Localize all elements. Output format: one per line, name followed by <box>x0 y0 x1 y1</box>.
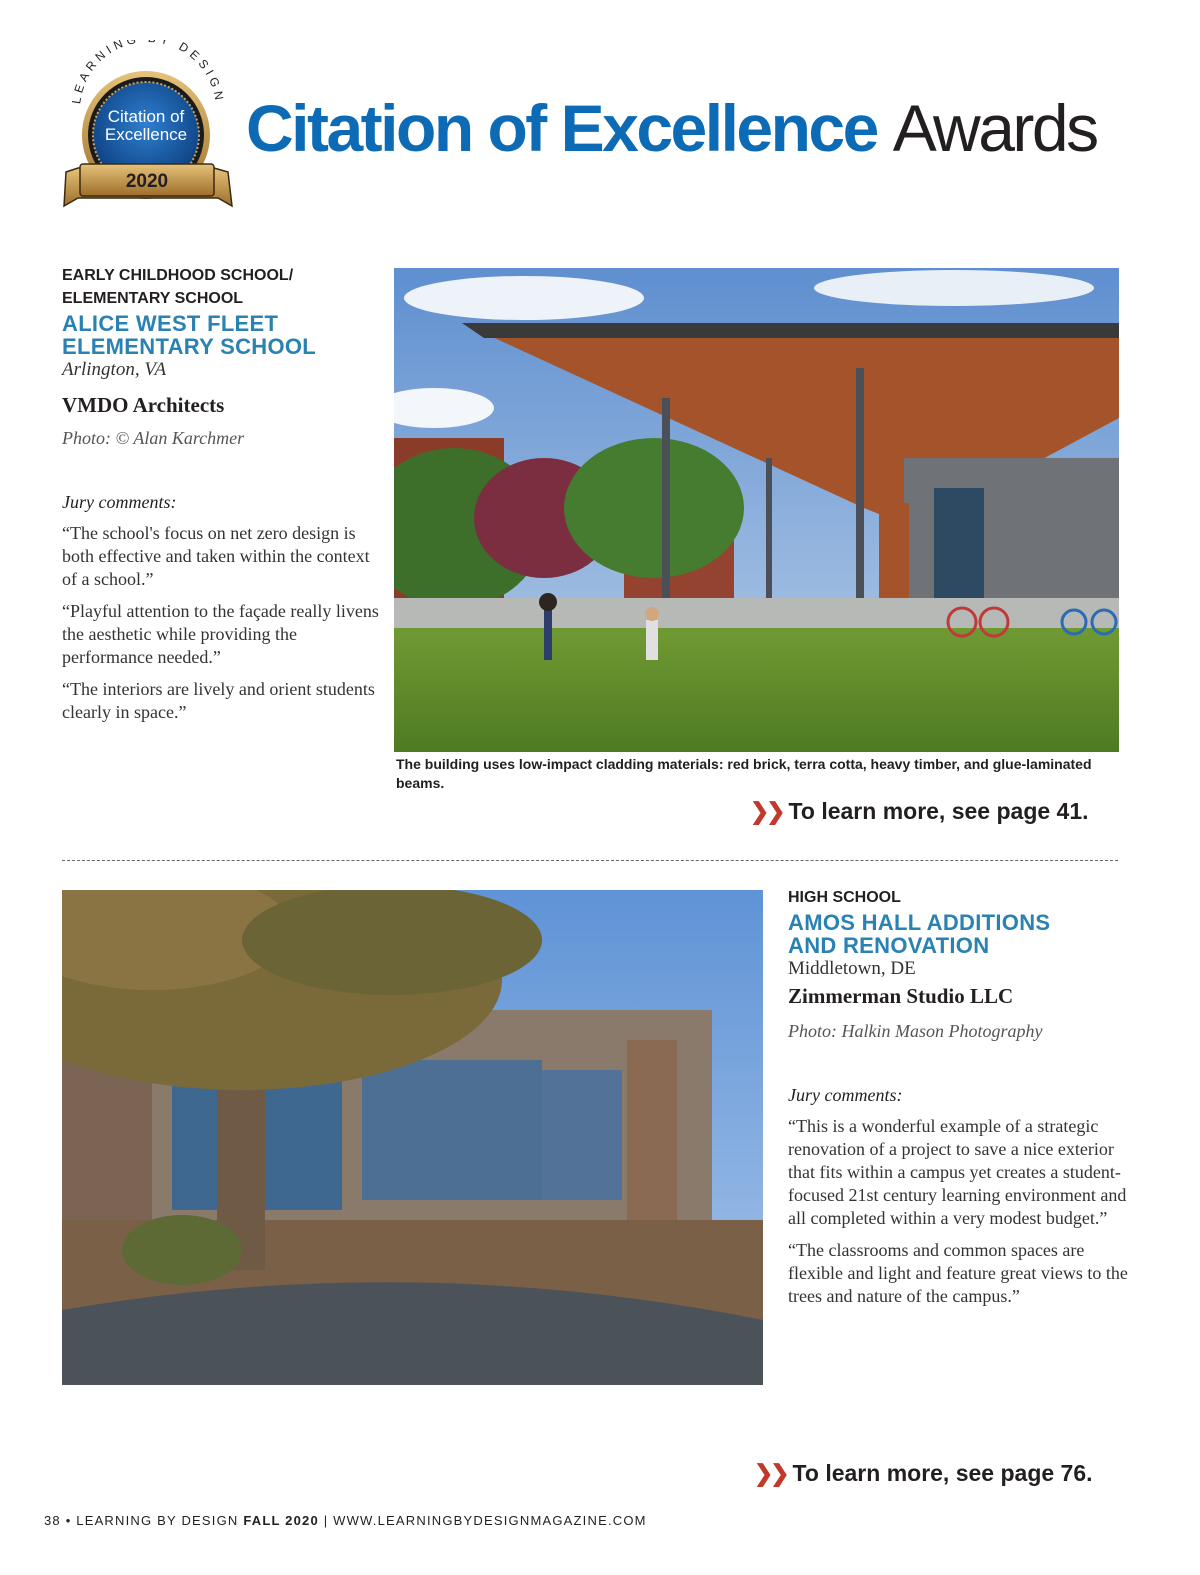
footer-issue: FALL 2020 <box>243 1513 319 1528</box>
article1-text-column <box>62 264 382 733</box>
svg-text:Citation of: Citation of <box>107 107 185 126</box>
double-chevron-right-icon: ❯❯ <box>754 1460 787 1486</box>
article2-firm: Zimmerman Studio LLC <box>788 984 1014 1008</box>
article2-school-name: AMOS HALL ADDITIONS <box>788 910 1051 935</box>
section-divider <box>62 860 1118 861</box>
double-chevron-right-icon: ❯❯ <box>750 798 783 824</box>
article2-comments <box>788 1115 1128 1308</box>
svg-text:LEARNING BY DESIGN: LEARNIN Y DESIGN <box>69 40 227 105</box>
article1-photo-caption: The building uses low-impact cladding materials: red brick, terra cotta, heavy timber, and glue-laminated beams. <box>396 756 1092 791</box>
article2-comment: “This is a wonderful example of a strategic renovation of a project to save a nice exterior that fits within a campus yet creates a student-focused 21st century learning environment and all completed within a very modest budget.” <box>788 1116 1127 1228</box>
page-number: 38 <box>44 1513 61 1528</box>
article1-firm: VMDO Architects <box>62 393 225 417</box>
footer-magazine-name: LEARNING BY DESIGN <box>76 1513 239 1528</box>
article1-comment: “The interiors are lively and orient students clearly in space.” <box>62 679 375 722</box>
article1-comment: “The school's focus on net zero design is both effective and taken within the context of a school.” <box>62 523 370 589</box>
pipe-separator: | <box>323 1513 329 1528</box>
article1-school-name: ALICE WEST FLEET <box>62 311 279 336</box>
article1-comment: “Playful attention to the façade really livens the aesthetic while providing the performance needed.” <box>62 601 379 667</box>
article2-location: Middletown, DE <box>788 958 916 979</box>
article1-photo <box>394 268 1119 752</box>
page-title-part1: Citation of Excellence <box>246 91 877 165</box>
article2-jury-heading: Jury comments: <box>788 1085 903 1105</box>
article2-photo <box>62 890 763 1385</box>
article1-photo-credit: Photo: © Alan Karchmer <box>62 428 245 448</box>
award-badge-logo <box>58 40 238 220</box>
footer-website-link[interactable]: WWW.LEARNINGBYDESIGNMAGAZINE.COM <box>333 1513 647 1528</box>
article1-learn-more-link[interactable] <box>750 797 1089 825</box>
article1-location: Arlington, VA <box>62 359 167 380</box>
article2-text-column <box>788 886 1128 1317</box>
article1-category-line2: ELEMENTARY SCHOOL <box>62 290 244 307</box>
page-title-part2: Awards <box>892 91 1097 165</box>
article2-photo-credit: Photo: Halkin Mason Photography <box>788 1021 1043 1041</box>
article2-category: HIGH SCHOOL <box>788 889 901 906</box>
article1-learn-more-text: To learn more, see page 41. <box>788 798 1089 824</box>
article1-category: EARLY CHILDHOOD SCHOOL/ <box>62 267 294 284</box>
article2-learn-more-link[interactable] <box>754 1459 1093 1487</box>
article2-learn-more-text: To learn more, see page 76. <box>792 1460 1093 1486</box>
article2-comment: “The classrooms and common spaces are flexible and light and feature great views to the trees and nature of the campus.” <box>788 1240 1128 1306</box>
article1-jury-heading: Jury comments: <box>62 492 177 512</box>
bullet-separator: • <box>65 1513 72 1528</box>
svg-text:Excellence: Excellence <box>104 125 188 144</box>
article1-school-name-line2: ELEMENTARY SCHOOL <box>62 334 317 359</box>
article2-school-name-line2: AND RENOVATION <box>788 933 990 958</box>
svg-text:2020: 2020 <box>125 171 169 192</box>
page-title <box>246 88 1097 168</box>
article1-comments <box>62 522 382 724</box>
page-footer <box>44 1513 647 1528</box>
